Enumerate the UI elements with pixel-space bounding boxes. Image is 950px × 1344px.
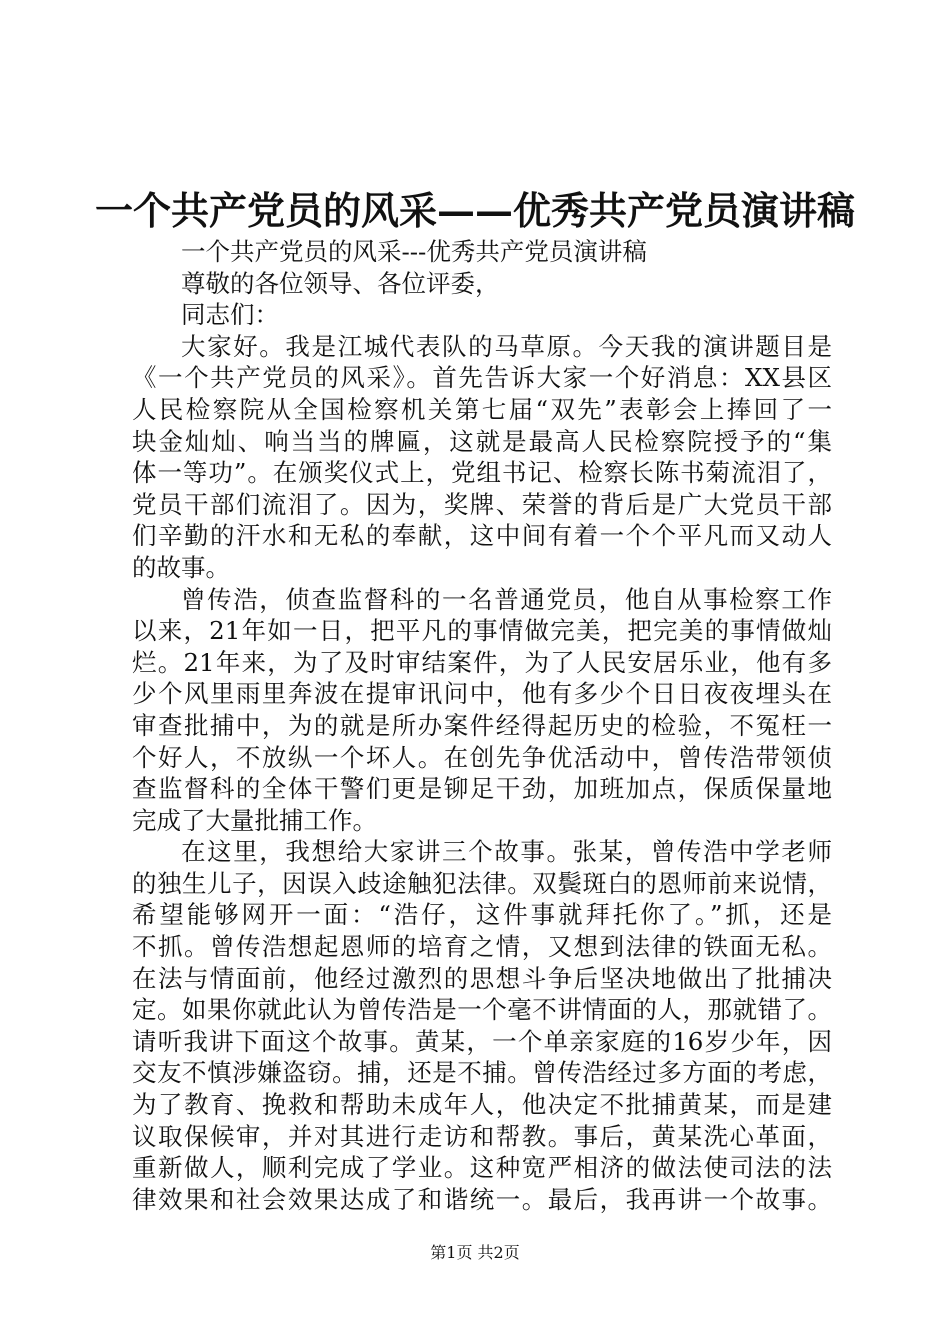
text-line: 的独生儿子，因误入歧途触犯法律。双鬓斑白的恩师前来说情， <box>132 868 832 898</box>
text-line: 重新做人，顺利完成了学业。这种宽严相济的做法使司法的法 <box>132 1153 832 1183</box>
text-line: 曾传浩，侦查监督科的一名普通党员，他自从事检察工作 <box>181 584 832 614</box>
text-line: 体一等功”。在颁奖仪式上，党组书记、检察长陈书菊流泪了， <box>132 458 832 488</box>
text-line: 议取保候审，并对其进行走访和帮教。事后，黄某洗心革面， <box>132 1121 832 1151</box>
text-line: 在法与情面前，他经过激烈的思想斗争后坚决地做出了批捕决 <box>132 963 832 993</box>
text-line: 烂。21年来，为了及时审结案件，为了人民安居乐业，他有多 <box>132 647 832 677</box>
text-line: 人民检察院从全国检察机关第七届“双先”表彰会上捧回了一 <box>132 394 832 424</box>
text-line: 一个共产党员的风采---优秀共产党员演讲稿 <box>181 237 647 266</box>
text-line: 块金灿灿、响当当的牌匾，这就是最高人民检察院授予的“集 <box>132 426 832 456</box>
document-body <box>132 236 832 1215</box>
text-line: 完成了大量批捕工作。 <box>132 805 377 835</box>
text-line: 同志们： <box>181 300 279 330</box>
text-line: 在这里，我想给大家讲三个故事。张某，曾传浩中学老师 <box>181 837 832 867</box>
text-line: 不抓。曾传浩想起恩师的培育之情，又想到法律的铁面无私。 <box>132 932 832 962</box>
text-line: 希望能够网开一面：“浩仔，这件事就拜托你了。”抓，还是 <box>132 900 832 930</box>
text-line: 交友不慎涉嫌盗窃。捕，还是不捕。曾传浩经过多方面的考虑， <box>132 1058 832 1088</box>
text-line: 们辛勤的汗水和无私的奉献，这中间有着一个个平凡而又动人 <box>132 521 832 551</box>
text-line: 个好人，不放纵一个坏人。在创先争优活动中，曾传浩带领侦 <box>132 742 832 772</box>
text-line: 党员干部们流泪了。因为，奖牌、荣誉的背后是广大党员干部 <box>132 489 832 519</box>
text-line: 少个风里雨里奔波在提审讯问中，他有多少个日日夜夜埋头在 <box>132 679 832 709</box>
text-line: 《一个共产党员的风采》。首先告诉大家一个好消息：XX县区 <box>132 363 832 393</box>
text-line: 为了教育、挽救和帮助未成年人，他决定不批捕黄某，而是建 <box>132 1090 832 1120</box>
text-line: 查监督科的全体干警们更是铆足干劲，加班加点，保质保量地 <box>132 774 832 804</box>
page-number-footer: 第1页 共2页 <box>430 1243 520 1262</box>
text-line: 的故事。 <box>132 552 230 582</box>
text-line: 请听我讲下面这个故事。黄某，一个单亲家庭的16岁少年，因 <box>132 1026 832 1056</box>
text-line: 大家好。我是江城代表队的马草原。今天我的演讲题目是 <box>181 331 832 361</box>
text-line: 律效果和社会效果达成了和谐统一。最后，我再讲一个故事。 <box>132 1184 832 1214</box>
text-line: 定。如果你就此认为曾传浩是一个毫不讲情面的人，那就错了。 <box>132 995 832 1025</box>
text-line: 审查批捕中，为的就是所办案件经得起历史的检验，不冤枉一 <box>132 710 832 740</box>
text-line: 以来，21年如一日，把平凡的事情做完美，把完美的事情做灿 <box>132 616 832 646</box>
text-line: 尊敬的各位领导、各位评委， <box>181 268 500 298</box>
page-title: 一个共产党员的风采——优秀共产党员演讲稿 <box>94 188 855 233</box>
